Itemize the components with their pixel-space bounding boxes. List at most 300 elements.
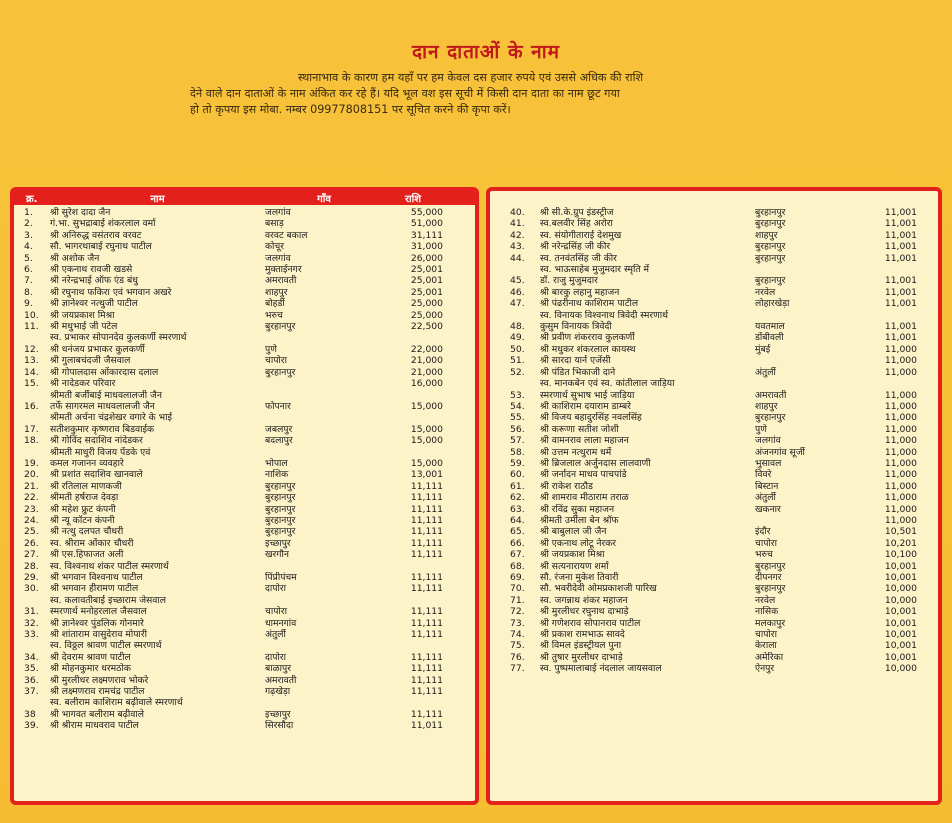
donation-amount: 11,001 [884,241,917,253]
donor-name-line: श्री गणेशराव सोपानराव पाटील [540,617,641,629]
row-number: 74. [510,629,525,641]
donor-place: शाहपुर [755,229,778,241]
donor-name [50,595,265,618]
donation-amount: 31,000 [410,241,443,253]
donor-name-line: सौ. भवरीदेवी ओमप्रकाशजी पारिख [540,583,657,595]
donation-amount: 11,001 [884,332,917,344]
donor-place: इच्छापुर [265,537,291,549]
donor-name [540,492,755,503]
row-number: 58. [510,446,525,458]
donor-table-left [10,187,479,805]
donor-place: दापोरा [265,651,286,663]
row-number: 67. [510,549,525,561]
row-number: 70. [510,583,525,595]
donation-amount: 10,001 [884,651,917,663]
donor-name-line: श्री विजय बहादुरसिंह नवलसिंह [540,412,642,424]
row-number: 12. [24,343,39,355]
donation-amount: 25,001 [410,286,443,298]
row-number: 13. [24,355,39,367]
row-number: 25. [24,526,39,538]
table-row [14,207,475,218]
donor-name-line: श्री भगवान विश्वनाथ पाटील [50,572,143,583]
donor-name [540,310,755,333]
donation-amount: 11,111 [410,663,443,675]
donor-name-line: श्री शांताराम वासुदेराव मोपारी [50,629,147,641]
donor-place: बुरहानपुर [755,241,786,253]
table-row [490,640,938,651]
donor-place: शाहपुर [265,286,288,298]
donation-amount: 11,111 [410,537,443,549]
donor-place: बुरहानपुर [265,526,296,538]
donor-name [540,652,755,663]
donor-place: नरवेल [755,286,776,298]
intro-line-3: हो तो कृपया इस मोबा. नम्बर 09977808151 पर सूचित करने की कृपा करें। [190,103,511,116]
donor-name-line: श्री करूणा सतीश जोशी [540,423,619,435]
row-number: 19. [24,457,39,469]
intro-line-1: स्थानाभाव के कारण हम यहाँ पर हम केवल दस हजार रुपये एवं उससे अधिक की राशि [298,71,644,84]
donation-amount: 25,000 [410,309,443,321]
donation-amount: 11,111 [410,651,443,663]
donor-name [540,287,755,298]
row-number: 62. [510,492,525,504]
table-row [14,561,475,572]
table-row [14,378,475,389]
row-number: 41. [510,218,525,230]
row-number: 36. [24,674,39,686]
donor-name [540,561,755,572]
donation-amount: 11,000 [884,469,917,481]
donor-place: बुरहानपुर [755,583,786,595]
donor-place: अंजनगांव सूर्जी [755,446,805,458]
donation-amount: 11,000 [884,446,917,458]
table-row [490,492,938,503]
donor-name-line: श्री अनिरुद्ध वसंतराव वरवट [50,229,142,241]
donor-name [50,572,265,583]
donor-name-line: श्री मुरलीधर लक्ष्मणराव भोकरे [50,674,149,686]
donor-name [50,390,265,413]
donation-amount: 11,001 [884,286,917,298]
donor-place: इंदौर [755,526,771,538]
donor-place: डोंबीवली [755,332,784,344]
table-row [14,253,475,264]
donor-name [540,469,755,480]
donation-amount: 10,000 [884,663,917,675]
donor-name [50,686,265,697]
donor-name-line: श्री जयप्रकाश मिश्रा [50,309,115,321]
table-row [14,618,475,629]
donor-place: धामनगांव [265,617,297,629]
donor-place: भरुच [265,309,283,321]
table-row [14,538,475,549]
row-number: 43. [510,241,525,253]
donor-name-line: स्व. तनवंतसिंह जी कीर [540,252,617,264]
row-number: 48. [510,321,525,333]
donor-name-line: श्री सी.के.ग्रुप इंडस्ट्रीज [540,207,614,218]
donation-amount: 25,001 [410,264,443,276]
donor-name [50,549,265,560]
donation-amount: 11,000 [884,423,917,435]
donor-name-line: श्री ब्रिजलाल अर्जुनदास लालवाणी [540,457,651,469]
donation-amount: 11,111 [410,480,443,492]
donor-place: चापोरा [755,537,777,549]
row-number: 8. [24,286,33,298]
donor-name [50,504,265,515]
table-row [490,595,938,606]
table-row [14,447,475,470]
donation-amount: 21,000 [410,355,443,367]
donation-amount: 15,000 [410,435,443,447]
donor-name-line: श्री देवराम श्रावण पाटील [50,651,131,663]
table-row [14,572,475,583]
donor-name [50,253,265,264]
row-number: 21. [24,480,39,492]
donor-name-line: स्व. पुष्पमालाबाई नंदलाल जायसवाल [540,663,662,675]
donation-amount: 10,000 [884,583,917,595]
donation-amount: 11,111 [410,617,443,629]
row-number: 47. [510,298,525,310]
donor-name [540,344,755,355]
donor-name-line: तर्फे सागरमल माधवलालजी जैन [50,400,155,412]
donation-amount: 11,000 [884,480,917,492]
donor-table-right [486,187,942,805]
row-number: 18. [24,435,39,447]
row-number: 22. [24,492,39,504]
donor-name-line: श्री भागवत बलीराम बढ़ीवाले [50,708,145,720]
table-row [14,697,475,720]
donation-amount: 11,111 [410,492,443,504]
donor-place: जबलपुर [265,423,293,435]
donor-name-line: स्व. प्रभाकर सोपानदेव कुलकर्णी स्मरणार्थ [50,332,187,344]
donor-name [540,378,755,401]
table-row [14,640,475,663]
row-number: 44. [510,252,525,264]
donor-place: भोपाल [265,457,288,469]
table-row [490,526,938,537]
donor-name-line: श्री नरेन्द्रभाई ऑफ एंड बंधु [50,275,138,287]
table-row [490,515,938,526]
donor-name-line: श्री प्रशांत सदाशिव खानवाले [50,469,143,481]
donor-name-line: स्व.बलवीर सिंह अरोरा [540,218,613,230]
table-row [14,515,475,526]
donor-name-line: श्रीमती उर्मीला बेन श्रॉफ [540,514,619,526]
donor-name [50,640,265,663]
donor-name [50,355,265,366]
donor-name-line: श्री रतिलाल माणकजी [50,480,122,492]
donor-name-line: श्री रविंद्र सुका महाजन [540,503,615,515]
donation-amount: 11,000 [884,503,917,515]
table-row [490,241,938,252]
donor-name [540,207,755,218]
donor-place: पुणे [755,423,767,435]
donor-name-line: सौ. भागरथाबाई रघुनाथ पाटील [50,241,152,253]
donor-place: यवतमाल [755,321,785,333]
donation-amount: 13,001 [410,469,443,481]
donor-name [50,515,265,526]
donor-name [50,310,265,321]
donor-name-line: श्री न्यू कॉटन कंपनी [50,514,115,526]
donor-name [50,583,265,594]
table-row [14,435,475,446]
donor-name [50,321,265,332]
donor-name-line: श्री प्रवीण शंकरराव कुलकर्णी [540,332,635,344]
row-number: 52. [510,366,525,378]
donor-place: मलकापुर [755,617,786,629]
donor-name [50,298,265,309]
donation-amount: 55,000 [410,207,443,218]
donor-name-line: श्रीमती माधुरी विजय पेंडके एवं [50,446,151,458]
donor-name-line: श्री भगवान हीरामण पाटील [50,583,139,595]
donor-name [540,572,755,583]
donor-name [50,561,265,572]
table-row [490,355,938,366]
donor-name-line: श्री सुरेश दादा जैन [50,207,111,218]
donor-name [540,412,755,423]
donor-place: बोहर्डी [265,298,285,310]
donor-place: नाशिक [265,469,289,481]
donation-amount: 10,501 [884,526,917,538]
donor-place: बसाड़ [265,218,284,230]
table-row [490,469,938,480]
row-number: 39. [24,720,39,732]
donation-amount: 11,001 [884,275,917,287]
donor-place: बुरहानपुर [265,514,296,526]
table-row [14,492,475,503]
row-number: 50. [510,343,525,355]
donor-place: बाळापुर [265,663,291,675]
donor-place: बुरहानपुर [755,252,786,264]
donor-name-line: श्री बाबुलाल जी जैन [540,526,607,538]
intro-text [190,70,770,118]
table-row [490,378,938,401]
donor-name [50,697,265,720]
table-row [14,332,475,355]
donor-name-line: श्री नरेन्द्रसिंह जी कीर [540,241,611,253]
table-row [490,310,938,333]
donor-name [50,264,265,275]
donation-amount: 10,001 [884,617,917,629]
table-row [14,264,475,275]
table-row [490,367,938,378]
donation-amount: 11,000 [884,355,917,367]
donation-amount: 11,000 [884,514,917,526]
donor-name [540,515,755,526]
donor-name-line: स्व. बलीराम काशिराम बढ़ीवाले स्मरणार्थ [50,697,183,709]
table-row [490,504,938,515]
donation-amount: 11,111 [410,572,443,583]
header-place: गाँव [317,194,331,205]
donor-name-line: श्री गुलाबचंदजी जैसवाल [50,355,131,367]
row-number: 54. [510,400,525,412]
donor-name-line: गं.भा. सुभद्राबाई शंकरलाल वर्मा [50,218,156,230]
table-row [14,218,475,229]
donor-name [540,595,755,606]
donor-name [50,332,265,355]
donor-place: अमरावती [755,389,787,401]
row-number: 24. [24,514,39,526]
donation-amount: 11,001 [884,298,917,310]
row-number: 27. [24,549,39,561]
donor-place: फोपनार [265,400,291,412]
donation-amount: 10,000 [884,594,917,606]
donation-amount: 11,111 [410,514,443,526]
donor-name-line: श्री महेश फ्रुट कंपनी [50,503,116,515]
donor-place: अंतुर्ली [265,629,286,641]
donor-name-line: श्री जर्नादन माधव पाचपांडे [540,469,627,481]
row-number: 26. [24,537,39,549]
donor-name [50,412,265,435]
donor-name-line: श्री सारदा यार्न एजेंसी [540,355,611,367]
donor-name-line: श्री ज्ञानेश्वर पुंडलिक गोनमारे [50,617,144,629]
row-number: 33. [24,629,39,641]
donor-place: कोचूर [265,241,285,253]
donor-place: पिंप्रीपंचम [265,572,297,583]
donor-name-line: श्री मोहनकुमार धरमठोक [50,663,131,675]
donor-name-line: स्व. श्रीराम ओंकार चौधरी [50,537,134,549]
donor-name [540,629,755,640]
donation-amount: 16,000 [410,378,443,390]
page-title: दान दाताओं के नाम [412,41,560,63]
row-number: 2. [24,218,33,230]
table-row [490,401,938,412]
donation-amount: 11,000 [884,412,917,424]
donor-place: बुरहानपुर [265,366,296,378]
row-number: 1. [24,207,33,218]
donor-name [540,218,755,229]
donation-amount: 10,001 [884,572,917,583]
table-row [14,275,475,286]
table-row [14,241,475,252]
donor-place: इच्छापुर [265,708,291,720]
table-row [14,481,475,492]
table-header [14,191,475,205]
table-row [490,663,938,674]
table-row [14,549,475,560]
donor-name [540,504,755,515]
donation-amount: 22,500 [410,321,443,333]
row-number: 66. [510,537,525,549]
donor-place: विवरे [755,469,772,481]
table-row [490,538,938,549]
row-number: 63. [510,503,525,515]
table-row [490,435,938,446]
table-row [14,230,475,241]
donor-place: बुरहानपुर [265,503,296,515]
donation-amount: 11,000 [884,366,917,378]
table-row [490,583,938,594]
donor-place: चापोरा [265,606,287,618]
row-number: 46. [510,286,525,298]
header-amount: राशि [404,194,422,205]
donor-place: नासिक [755,606,779,618]
table-row [14,298,475,309]
table-row [490,618,938,629]
donor-name-line: श्री नादेडकर परिवार [50,378,116,390]
donor-name [540,447,755,458]
table-row [490,481,938,492]
donor-place: जलगांव [265,252,291,264]
row-number: 38 [24,708,36,720]
donor-name [540,663,755,674]
donor-name-line: श्री नत्थु दलपत चौधरी [50,526,124,538]
row-number: 34. [24,651,39,663]
table-row [490,424,938,435]
donor-name [540,401,755,412]
donor-name-line: श्री रघुनाथ फकिरा एवं भगवान अखरे [50,286,172,298]
donor-name [540,583,755,594]
donor-place: बुरहानपुर [755,275,786,287]
donation-amount: 11,111 [410,526,443,538]
donor-name-line: डॉ. राजु मुजुमदार [540,275,598,287]
table-row [14,663,475,674]
donor-name [540,264,755,287]
donor-name-line: श्रीमती हर्षराज देवड़ा [50,492,119,504]
donation-amount: 11,000 [884,389,917,401]
row-number: 61. [510,480,525,492]
donor-name-line: श्री राकेश राठौड [540,480,593,492]
donation-amount: 11,001 [884,252,917,264]
donor-name-line: श्री ज्ञानेश्वर नत्थुजी पाटील [50,298,138,310]
donor-name [540,538,755,549]
donation-amount: 21,000 [410,366,443,378]
donor-name-line: श्रीमती बर्जीबाई माधवलालजी जैन [50,389,162,401]
donor-name [50,378,265,389]
donor-name-line: स्व. विश्वनाथ शंकर पाटील स्मरणार्थ [50,560,169,572]
row-number: 28. [24,560,39,572]
donation-amount: 10,001 [884,640,917,652]
donor-name-line: श्री पंडित भिकाजी दाने [540,366,616,378]
donation-amount: 10,001 [884,560,917,572]
donor-name [540,424,755,435]
intro-line-2: देने वाले दान दाताओं के नाम अंकित कर रहे हैं। यदि भूल वश इस सूची में किसी दान दाता का नाम छूट गया [190,87,620,100]
donor-name-line: श्री सत्यनारायण शर्मा [540,560,609,572]
donor-list-left [14,205,475,732]
donation-amount: 11,001 [884,321,917,333]
donor-name-line: श्री विमल इंडस्ट्रीयल पुना [540,640,622,652]
donor-place: ऐनपुर [755,663,775,675]
table-row [490,458,938,469]
row-number: 77. [510,663,525,675]
row-number: 45. [510,275,525,287]
table-row [490,344,938,355]
donor-name-line: श्री जयप्रकाश मिश्रा [540,549,605,561]
row-number: 56. [510,423,525,435]
table-row [14,526,475,537]
donation-amount: 11,111 [410,583,443,595]
donor-name-line: श्री वामनराव लाला महाजन [540,435,629,447]
donor-name [540,606,755,617]
donor-name-line: श्री काशिराम दयाराम डाम्बरे [540,400,631,412]
row-number: 42. [510,229,525,241]
donor-name [540,549,755,560]
donor-place: अमरावती [265,275,297,287]
row-number: 55. [510,412,525,424]
table-row [490,447,938,458]
header-num: क्र. [26,194,38,205]
donor-name [50,287,265,298]
donation-amount: 22,000 [410,343,443,355]
donation-amount: 11,000 [884,400,917,412]
donor-name-line: स्व. विठ्ठल श्रावण पाटील स्मरणार्थ [50,640,162,652]
table-row [490,549,938,560]
donation-amount: 51,000 [410,218,443,230]
donor-place: केराला [755,640,777,652]
donation-amount: 11,000 [884,492,917,504]
table-row [490,230,938,241]
row-number: 7. [24,275,33,287]
donation-amount: 11,111 [410,503,443,515]
donor-name-line: श्रीमती अर्चना चंद्रशेखर वगारे के भाई [50,412,172,424]
donor-name [50,526,265,537]
